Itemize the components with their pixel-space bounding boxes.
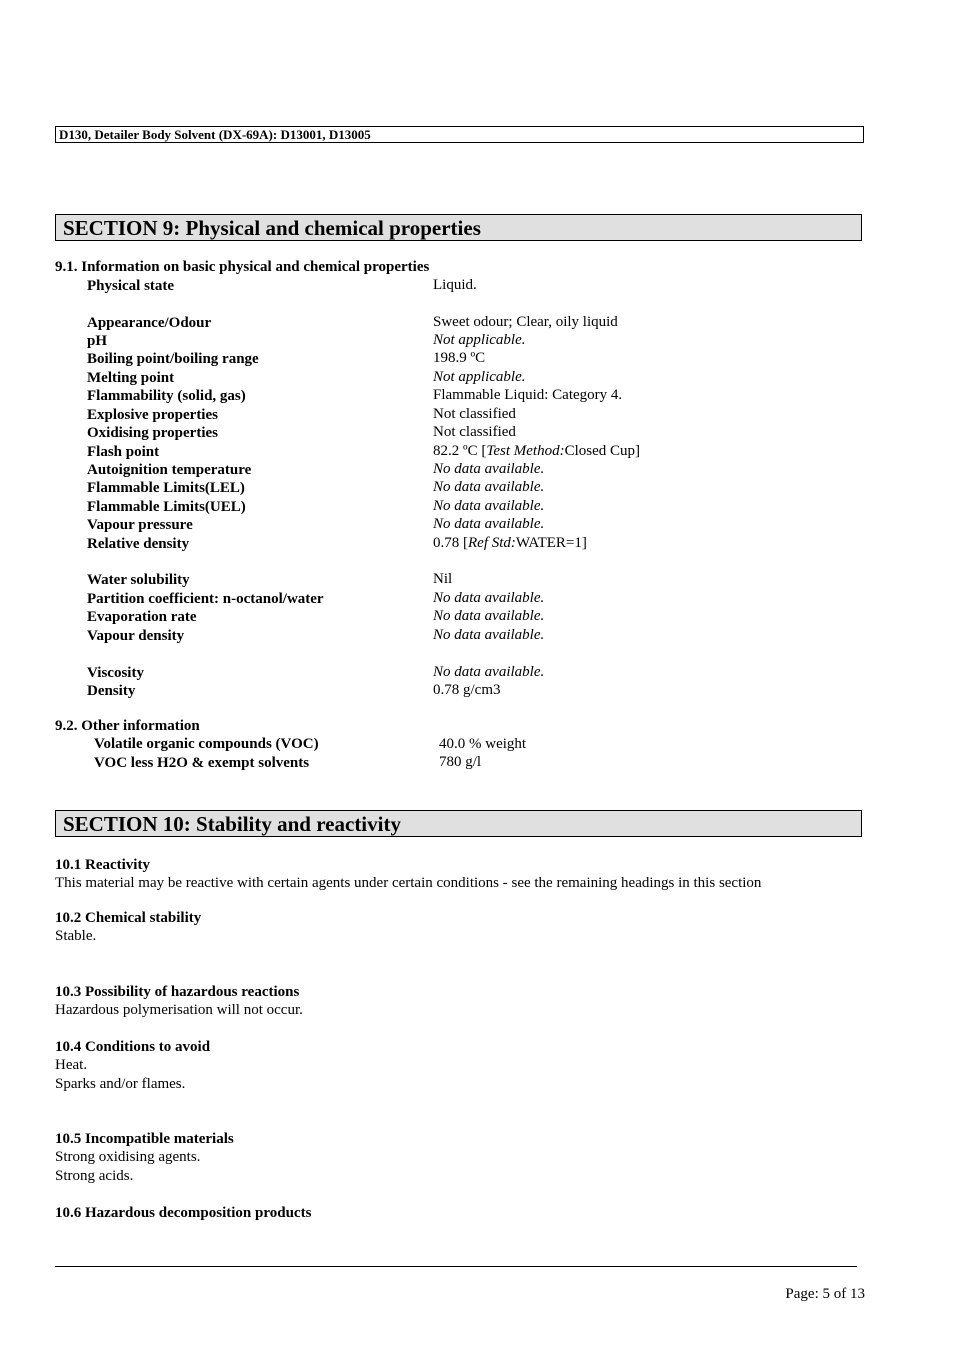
prop-value-physical-state: Liquid. [433, 277, 477, 293]
prop-label-physical-state: Physical state [87, 278, 175, 294]
prop-value-water-solubility: Nil [433, 571, 453, 587]
other-info-label-voc-less-h2o: VOC less H2O & exempt solvents [94, 755, 310, 771]
subsection-9-2-heading: 9.2. Other information [55, 718, 200, 734]
chemical-stability-heading: 10.2 Chemical stability [55, 910, 202, 926]
prop-label-vapour-density: Vapour density [87, 628, 185, 644]
prop-value-flash-point [433, 443, 640, 460]
prop-value-melting-point: Not applicable. [433, 369, 526, 385]
other-info-label-voc: Volatile organic compounds (VOC) [94, 736, 319, 752]
section-9-title: SECTION 9: Physical and chemical properties [55, 214, 862, 241]
hazardous-reactions-heading: 10.3 Possibility of hazardous reactions [55, 984, 300, 1000]
prop-label-evaporation: Evaporation rate [87, 609, 197, 625]
flash-point-method-label: Test Method: [486, 443, 565, 459]
relative-density-ref-label: Ref Std: [468, 535, 516, 551]
prop-value-relative-density [433, 535, 587, 552]
decomposition-products-heading: 10.6 Hazardous decomposition products [55, 1205, 312, 1221]
prop-value-boiling-point: 198.9 ºC [433, 350, 486, 366]
prop-label-melting-point: Melting point [87, 370, 175, 386]
relative-density-ref: WATER=1] [515, 535, 587, 551]
prop-value-oxidising: Not classified [433, 424, 516, 440]
prop-label-lel: Flammable Limits(LEL) [87, 480, 245, 496]
prop-label-relative-density: Relative density [87, 536, 190, 552]
prop-label-vapour-pressure: Vapour pressure [87, 517, 193, 533]
prop-value-ph: Not applicable. [433, 332, 526, 348]
section-10-title: SECTION 10: Stability and reactivity [55, 810, 862, 837]
footer-divider [55, 1266, 857, 1267]
conditions-to-avoid-item: Heat. [55, 1057, 88, 1073]
conditions-to-avoid-heading: 10.4 Conditions to avoid [55, 1039, 211, 1055]
prop-label-boiling-point: Boiling point/boiling range [87, 351, 259, 367]
prop-label-density: Density [87, 683, 136, 699]
reactivity-text: This material may be reactive with certain agents under certain conditions - see the remaining headings in this section [55, 875, 762, 891]
prop-label-appearance: Appearance/Odour [87, 315, 212, 331]
flash-point-value: 82.2 ºC [ [433, 443, 487, 459]
page-number: Page: 5 of 13 [785, 1286, 865, 1302]
prop-value-partition: No data available. [433, 590, 545, 606]
subsection-9-1-heading: 9.1. Information on basic physical and chemical properties [55, 259, 430, 275]
reactivity-heading: 10.1 Reactivity [55, 857, 150, 873]
incompatible-materials-item: Strong oxidising agents. [55, 1149, 201, 1165]
prop-label-autoignition: Autoignition temperature [87, 462, 252, 478]
prop-value-uel: No data available. [433, 498, 545, 514]
conditions-to-avoid-item: Sparks and/or flames. [55, 1076, 186, 1092]
prop-value-evaporation: No data available. [433, 608, 545, 624]
prop-label-flash-point: Flash point [87, 444, 160, 460]
other-info-value-voc: 40.0 % weight [439, 736, 527, 752]
incompatible-materials-item: Strong acids. [55, 1168, 134, 1184]
prop-value-explosive: Not classified [433, 406, 516, 422]
prop-value-viscosity: No data available. [433, 664, 545, 680]
other-info-value-voc-less-h2o: 780 g/l [439, 754, 482, 770]
prop-value-density: 0.78 g/cm3 [433, 682, 501, 698]
prop-label-uel: Flammable Limits(UEL) [87, 499, 246, 515]
prop-value-appearance: Sweet odour; Clear, oily liquid [433, 314, 618, 330]
prop-label-viscosity: Viscosity [87, 665, 144, 681]
incompatible-materials-heading: 10.5 Incompatible materials [55, 1131, 234, 1147]
hazardous-reactions-text: Hazardous polymerisation will not occur. [55, 1002, 303, 1018]
prop-value-autoignition: No data available. [433, 461, 545, 477]
prop-label-ph: pH [87, 333, 108, 349]
prop-label-oxidising: Oxidising properties [87, 425, 218, 441]
flash-point-method: Closed Cup] [564, 443, 641, 459]
chemical-stability-text: Stable. [55, 928, 97, 944]
prop-value-lel: No data available. [433, 479, 545, 495]
prop-label-water-solubility: Water solubility [87, 572, 190, 588]
relative-density-value: 0.78 [ [433, 535, 468, 551]
prop-value-vapour-density: No data available. [433, 627, 545, 643]
document-header: D130, Detailer Body Solvent (DX-69A): D13001, D13005 [55, 126, 864, 143]
prop-label-flammability: Flammability (solid, gas) [87, 388, 246, 404]
prop-label-partition: Partition coefficient: n-octanol/water [87, 591, 324, 607]
prop-value-vapour-pressure: No data available. [433, 516, 545, 532]
prop-value-flammability: Flammable Liquid: Category 4. [433, 387, 623, 403]
prop-label-explosive: Explosive properties [87, 407, 218, 423]
